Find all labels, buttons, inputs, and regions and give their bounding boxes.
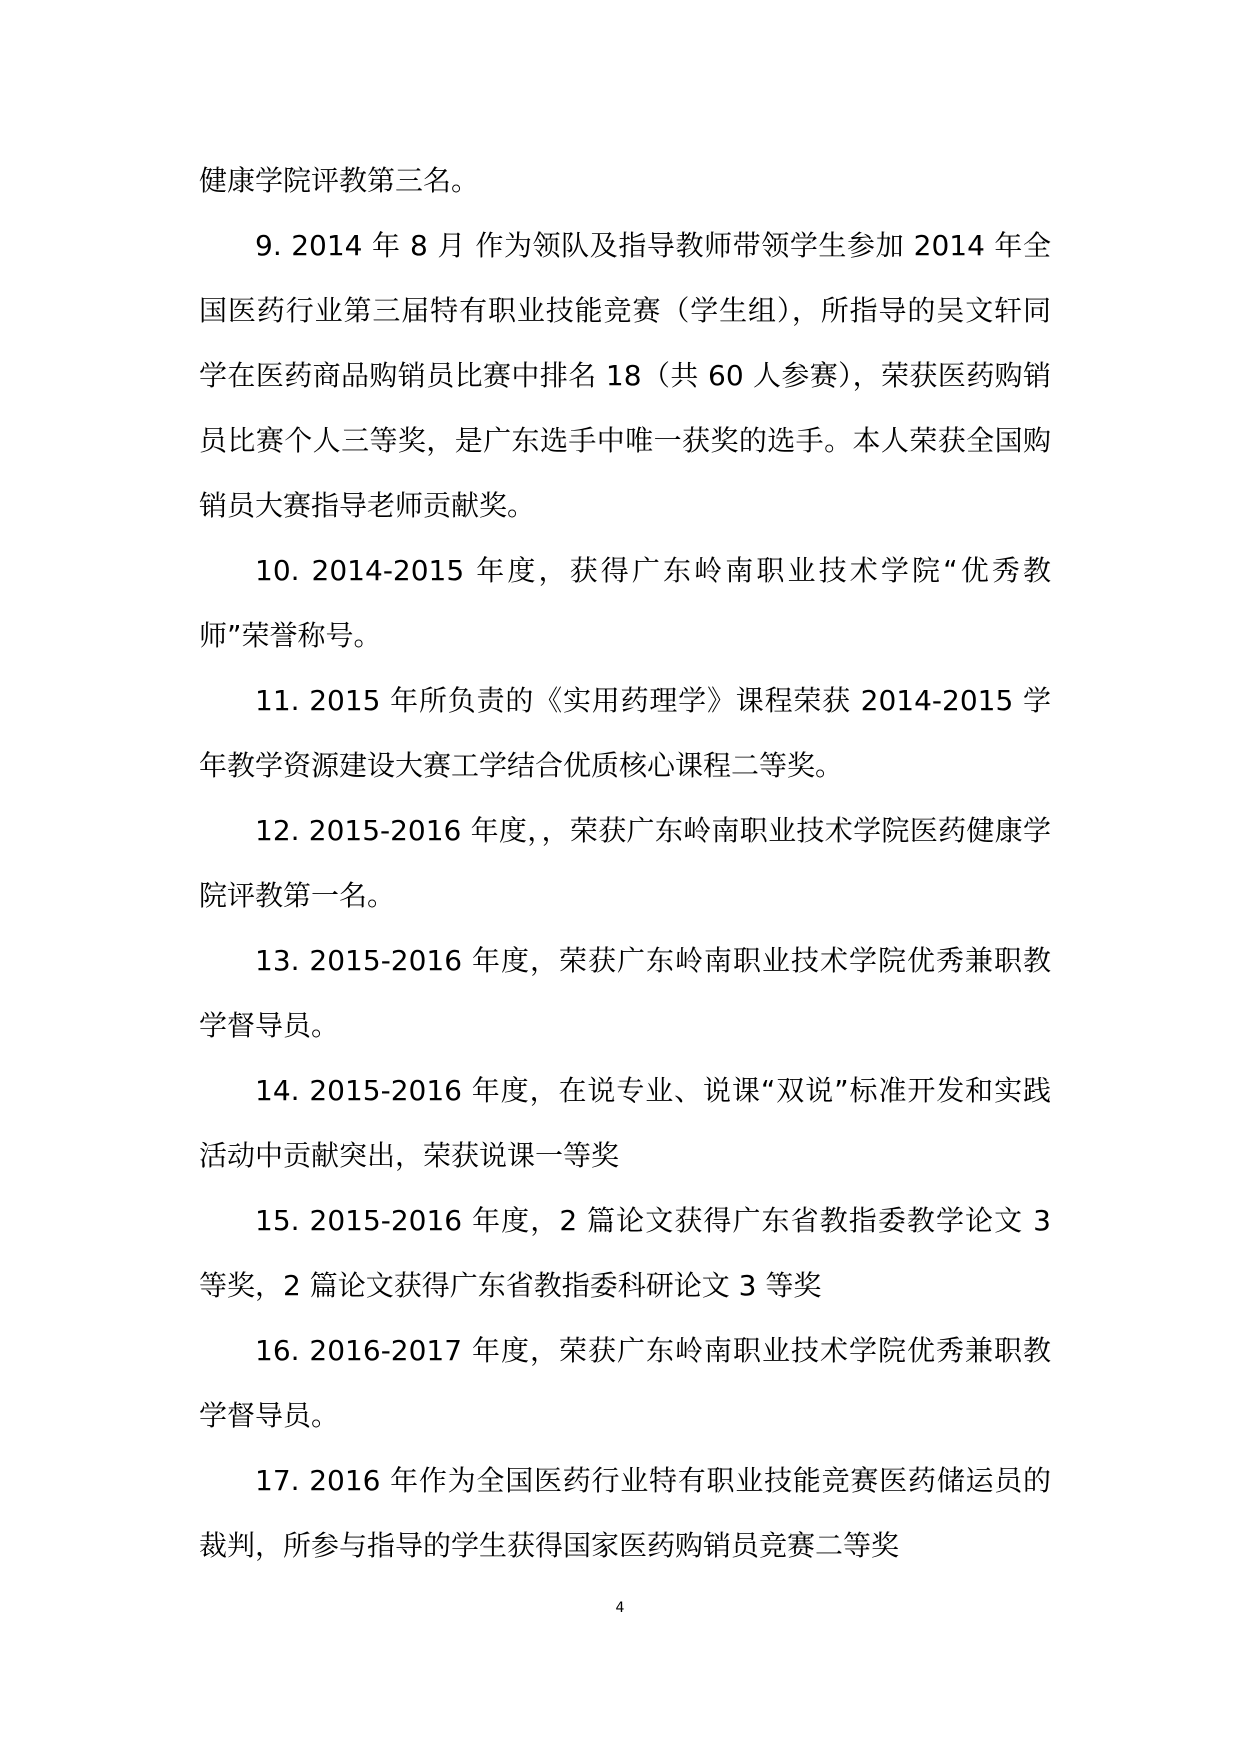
paragraph-item-17: 17. 2016 年作为全国医药行业特有职业技能竞赛医药储运员的裁判，所参与指导的学生获得国家医药购销员竞赛二等奖 bbox=[199, 1464, 1051, 1562]
paragraph-item-11: 11. 2015 年所负责的《实用药理学》课程荣获 2014-2015 学年教学资源建设大赛工学结合优质核心课程二等奖。 bbox=[199, 684, 1051, 782]
paragraph-item-16: 16. 2016-2017 年度，荣获广东岭南职业技术学院优秀兼职教学督导员。 bbox=[199, 1334, 1051, 1432]
paragraph-item-12: 12. 2015-2016 年度，，荣获广东岭南职业技术学院医药健康学院评教第一名。 bbox=[199, 814, 1051, 912]
paragraph-item-9: 9. 2014 年 8 月 作为领队及指导教师带领学生参加 2014 年全国医药行业第三届特有职业技能竞赛（学生组），所指导的吴文轩同学在医药商品购销员比赛中排名 18（共 60 人参赛），荣获医药购销员比赛个人三等奖，是广东选手中唯一获奖的选手。本人荣获全国购销员大赛指导老师贡献奖。 bbox=[199, 229, 1051, 522]
page-number: 4 bbox=[615, 1600, 625, 1616]
document-body bbox=[199, 148, 1051, 1578]
paragraph-item-14: 14. 2015-2016 年度，在说专业、说课“双说”标准开发和实践活动中贡献突出，荣获说课一等奖 bbox=[199, 1074, 1051, 1172]
paragraph-item-10: 10. 2014-2015 年度，获得广东岭南职业技术学院“优秀教师”荣誉称号。 bbox=[199, 554, 1051, 652]
paragraph-item-13: 13. 2015-2016 年度，荣获广东岭南职业技术学院优秀兼职教学督导员。 bbox=[199, 944, 1051, 1042]
paragraph-item-15: 15. 2015-2016 年度，2 篇论文获得广东省教指委教学论文 3 等奖，2 篇论文获得广东省教指委科研论文 3 等奖 bbox=[199, 1204, 1051, 1302]
paragraph-continuation: 健康学院评教第三名。 bbox=[199, 164, 480, 197]
